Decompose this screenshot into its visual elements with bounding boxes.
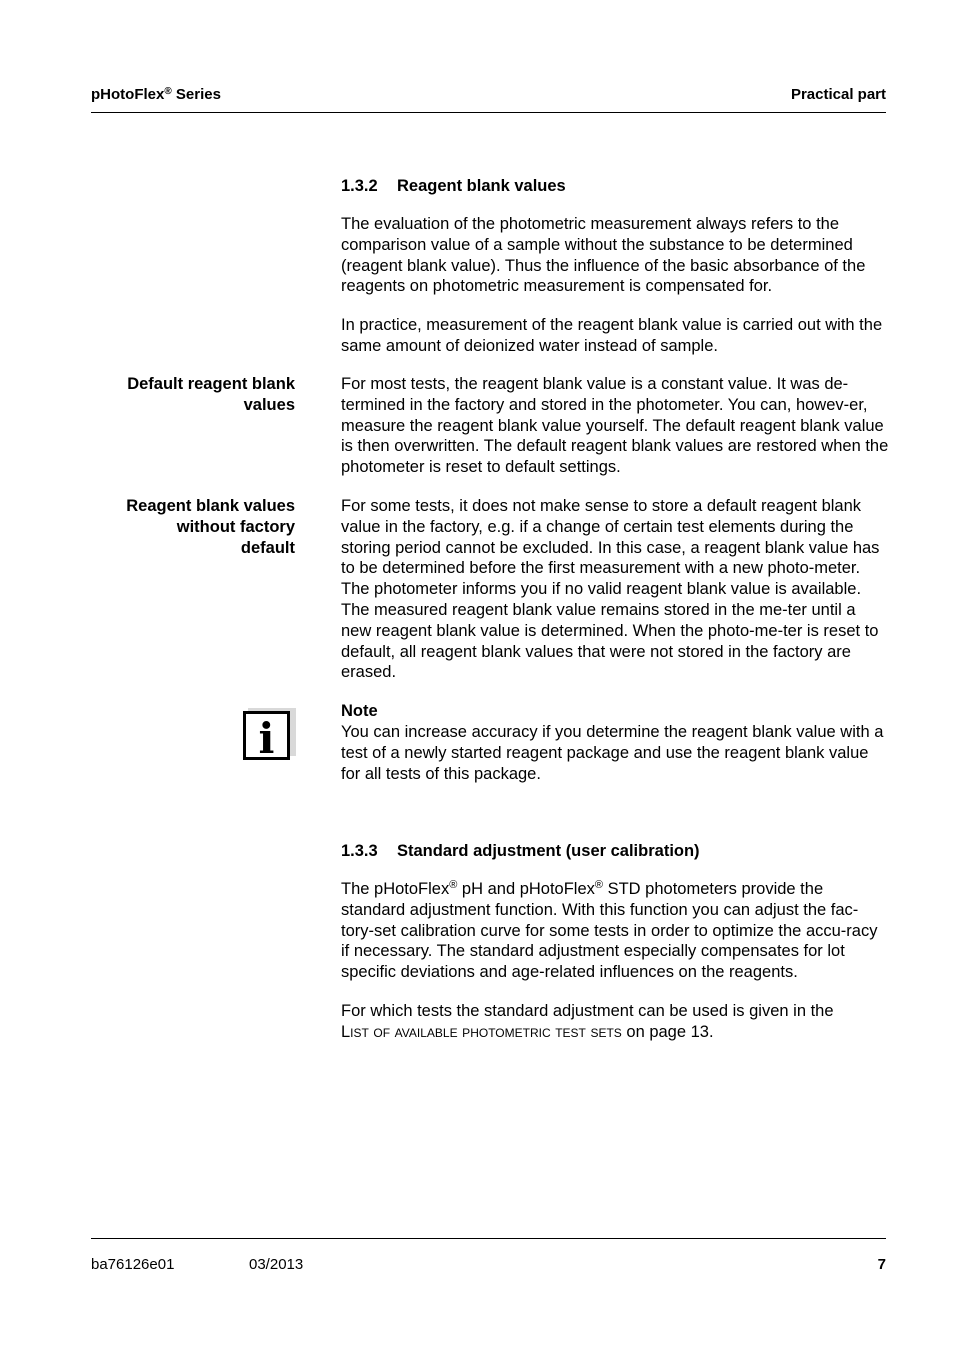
page-number: 7 [877,1256,886,1273]
paragraph-test-list-reference: For which tests the standard adjustment can be used is given in the List of available photometric test sets on page 13. [341,1002,834,1041]
paragraph-default-reagent-blank: For most tests, the reagent blank value is a constant value. It was de-termined in the factory and stored in the photometer. You can, howev-er, measure the reagent blank value yourself. The default reagent blank value is then overwritten. The default reagent blank values are restored when the photometer is reset to default settings. [341,375,889,477]
info-icon [243,708,296,761]
paragraph-evaluation: The evaluation of the photometric measurement always refers to the comparison value of a sample without the substance to be determined (reagent blank value). Thus the influence of the basic absorbance of the reagents on photometric measurement is compensated for. [341,215,866,296]
header-left-title: pHotoFlex® Series [91,86,221,103]
header-divider [91,112,886,113]
section-heading-1-3-2: 1.3.2 Reagent blank values [341,177,566,195]
footer-date: 03/2013 [249,1256,304,1273]
cross-reference-link[interactable]: List of available photometric test sets [341,1022,622,1041]
side-heading-default-reagent-blank: Default reagent blank values [127,375,295,414]
footer-divider [91,1238,886,1239]
info-icon-glyph: i [258,714,275,761]
paragraph-no-factory-default: For some tests, it does not make sense to store a default reagent blank value in the factory, e.g. if a change of certain test elements during the storing period cannot be excluded. In this case, a reagent blank value has to be determined before the first measurement with a new photo-meter. The photometer informs you if no valid reagent blank value is available. The measured reagent blank value remains stored in the me-ter until a new reagent blank value is determined. When the photo-me-ter is reset to default, all reagent blank values that were not stored in the factory are erased. [341,497,880,682]
footer-doc-id: ba76126e01 [91,1256,175,1273]
paragraph-practice: In practice, measurement of the reagent blank value is carried out with the same amount of deionized water instead of sample. [341,316,883,355]
side-heading-no-factory-default: Reagent blank values without factory default [126,497,295,557]
header-right-title: Practical part [790,86,886,103]
note-title: Note [341,702,378,720]
section-heading-1-3-3: 1.3.3 Standard adjustment (user calibration) [341,842,700,860]
note-text: You can increase accuracy if you determine the reagent blank value with a test of a newly started reagent package and use the reagent blank value for all tests of this package. [341,723,884,783]
paragraph-standard-adjustment: The pHotoFlex® pH and pHotoFlex® STD photometers provide the standard adjustment function. With this function you can adjust the fac-tory-set calibration curve for some tests in order to optimize the accu-racy if necessary. The standard adjustment especially compensates for lot specific deviations and age-related influences on the reagents. [341,879,878,982]
